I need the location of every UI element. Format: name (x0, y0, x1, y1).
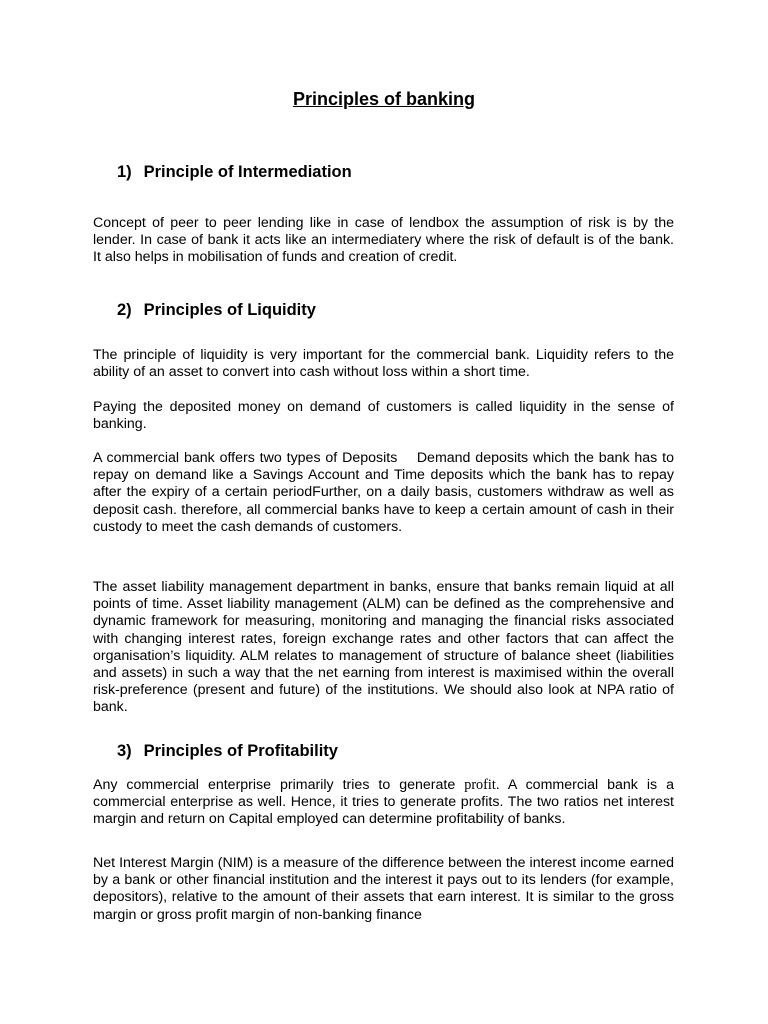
paragraph-intermediation: Concept of peer to peer lending like in case of lendbox the assumption of risk is by the lender. In case of bank it acts like an intermediatery where the risk of default is of the bank. It also helps in mobilisation of funds and creation of credit. (93, 215, 674, 266)
paragraph-deposit-types: A commercial bank offers two types of Deposits Demand deposits which the bank has to repay on demand like a Savings Account and Time deposits which the bank has to repay after the expiry of a certain periodFurther, on a daily basis, customers withdraw as well as deposit cash. therefore, all commercial banks have to keep a certain amount of cash in their custody to meet the cash demands of customers. (93, 450, 678, 535)
section-title: Principles of Liquidity (143, 301, 316, 319)
section-number: 2) (117, 301, 132, 319)
paragraph-profitability (93, 777, 674, 829)
section-title: Principles of Profitability (143, 742, 338, 760)
paragraph-alm: The asset liability management department in banks, ensure that banks remain liquid at all points of time. Asset liability management (ALM) can be defined as the comprehensive and dynamic framework for measuring, monitoring and managing the financial risks associated with changing interest rates, foreign exchange rates and other factors that can affect the organisation’s liquidity. ALM relates to management of structure of balance sheet (liabilities and assets) in such a way that the net earning from interest is maximised within the overall risk-preference (present and future) of the institutions. We should also look at NPA ratio of bank. (93, 579, 674, 716)
paragraph-liquidity-demand: Paying the deposited money on demand of customers is called liquidity in the sense of banking. (93, 399, 674, 433)
section-heading-profitability (117, 741, 338, 761)
paragraph-liquidity-definition: The principle of liquidity is very important for the commercial bank. Liquidity refers to the ability of an asset to convert into cash without loss within a short time. (93, 347, 674, 381)
paragraph-text: Any commercial enterprise primarily tries to generate (93, 777, 465, 793)
paragraph-text: . A commercial bank is a commercial enterprise as well. Hence, it tries to generate profits. The two ratios net interest margin and return on Capital employed can determine profitability of banks. (93, 777, 674, 828)
paragraph-nim: Net Interest Margin (NIM) is a measure of the difference between the interest income earned by a bank or other financial institution and the interest it pays out to its lenders (for example, depositors), relative to the amount of their assets that earn interest. It is similar to the gross margin or gross profit margin of non-banking finance (93, 855, 674, 923)
section-title: Principle of Intermediation (143, 163, 352, 181)
document-title: Principles of banking (292, 89, 476, 109)
section-heading-liquidity (117, 300, 316, 320)
section-number: 1) (117, 163, 132, 181)
profit-term: profit (464, 777, 496, 793)
section-heading-intermediation (117, 162, 352, 182)
section-number: 3) (117, 742, 132, 760)
